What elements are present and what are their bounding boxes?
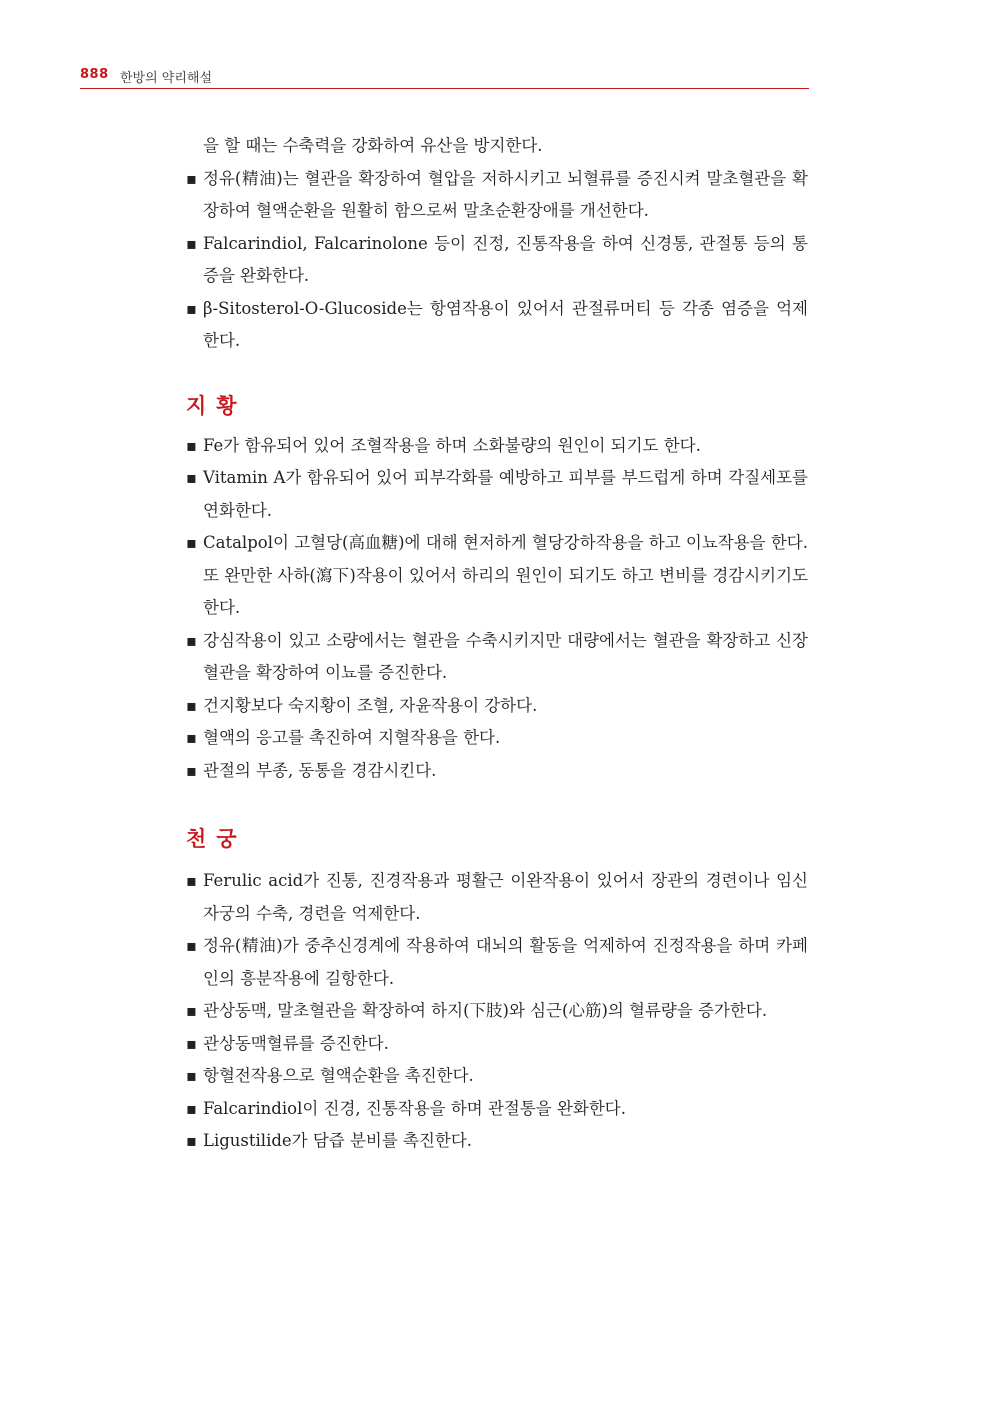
- bullet-item: [186, 930, 808, 995]
- bullet-text: 건지황보다 숙지황이 조혈, 자윤작용이 강하다.: [203, 695, 538, 715]
- bullet-marker: ▪: [186, 1066, 197, 1085]
- bullet-marker: ▪: [186, 1001, 197, 1020]
- bullet-marker: ▪: [186, 871, 197, 890]
- bullet-item: [186, 293, 808, 358]
- bullet-text: Falcarindiol이 진경, 진통작용을 하며 관절통을 완화한다.: [203, 1098, 626, 1118]
- page-body: [186, 130, 808, 1158]
- bullet-text: β-Sitosterol-O-Glucoside는 항염작용이 있어서 관절류머티 등 각종 염증을 억제한다.: [203, 298, 808, 350]
- bullet-item: [186, 995, 808, 1028]
- bullet-item: [186, 462, 808, 527]
- page-number: 888: [80, 67, 109, 82]
- bullet-item: [186, 1028, 808, 1061]
- bullet-text: Fe가 함유되어 있어 조혈작용을 하며 소화불량의 원인이 되기도 한다.: [203, 435, 701, 455]
- bullet-marker: ▪: [186, 298, 197, 318]
- bullet-marker: ▪: [186, 695, 197, 715]
- bullet-marker: ▪: [186, 468, 197, 487]
- bullet-text: 관상동맥, 말초혈관을 확장하여 하지(下肢)와 심근(心筋)의 혈류량을 증가한다.: [203, 1001, 768, 1020]
- section-heading-cheongung: 천궁: [186, 826, 247, 851]
- bullet-marker: ▪: [186, 728, 197, 747]
- bullet-text: 관절의 부종, 동통을 경감시킨다.: [203, 760, 437, 780]
- bullet-item: [186, 865, 808, 930]
- bullet-marker: ▪: [186, 168, 197, 188]
- bullet-item: [186, 690, 808, 723]
- bullet-marker: ▪: [186, 435, 197, 455]
- bullet-marker: ▪: [186, 1033, 197, 1053]
- bullet-item: [186, 228, 808, 293]
- bullet-marker: ▪: [186, 1098, 197, 1118]
- bullet-item: [186, 163, 808, 228]
- bullet-text: 강심작용이 있고 소량에서는 혈관을 수축시키지만 대량에서는 혈관을 확장하고 신장혈관을 확장하여 이뇨를 증진한다.: [203, 630, 808, 682]
- bullet-item: [186, 527, 808, 625]
- bullet-text: Catalpol이 고혈당(高血糖)에 대해 현저하게 혈당강하작용을 하고 이뇨작용을 한다. 또 완만한 사하(瀉下)작용이 있어서 하리의 원인이 되기도 하고 변비를 경감시키기도 한다.: [203, 533, 808, 617]
- bullet-text: 정유(精油)는 혈관을 확장하여 혈압을 저하시키고 뇌혈류를 증진시켜 말초혈관을 확장하여 혈액순환을 원활히 함으로써 말초순환장애를 개선한다.: [203, 168, 808, 220]
- bullet-text: Vitamin A가 함유되어 있어 피부각화를 예방하고 피부를 부드럽게 하며 각질세포를 연화한다.: [203, 468, 808, 520]
- bullet-text: 혈액의 응고를 촉진하여 지혈작용을 한다.: [203, 728, 501, 747]
- bullet-marker: ▪: [186, 760, 197, 780]
- section-heading-jihwang: 지황: [186, 392, 247, 418]
- bullet-item: [186, 1060, 808, 1093]
- bullet-item: [186, 625, 808, 690]
- bullet-marker: ▪: [186, 936, 197, 955]
- bullet-item: [186, 722, 808, 755]
- bullet-text: 정유(精油)가 중추신경계에 작용하여 대뇌의 활동을 억제하여 진정작용을 하며 카페인의 흥분작용에 길항한다.: [203, 936, 808, 988]
- continued-paragraph: 을 할 때는 수축력을 강화하여 유산을 방지한다.: [203, 136, 543, 155]
- page-header: [80, 64, 809, 89]
- bullet-marker: ▪: [186, 630, 197, 650]
- bullet-item: [186, 430, 808, 463]
- bullet-item: [186, 1125, 808, 1158]
- bullet-marker: ▪: [186, 533, 197, 552]
- bullet-marker: ▪: [186, 1131, 197, 1150]
- bullet-item: [186, 755, 808, 788]
- running-title: 한방의 약리해설: [120, 71, 213, 86]
- bullet-text: Ferulic acid가 진통, 진경작용과 평활근 이완작용이 있어서 장관의 경련이나 임신자궁의 수축, 경련을 억제한다.: [203, 871, 808, 923]
- bullet-marker: ▪: [186, 233, 197, 253]
- bullet-text: 관상동맥혈류를 증진한다.: [203, 1033, 389, 1053]
- bullet-item: [186, 1093, 808, 1126]
- bullet-text: Falcarindiol, Falcarinolone 등이 진정, 진통작용을 하여 신경통, 관절통 등의 통증을 완화한다.: [203, 233, 808, 285]
- bullet-text: 항혈전작용으로 혈액순환을 촉진한다.: [203, 1066, 474, 1085]
- bullet-text: Ligustilide가 담즙 분비를 촉진한다.: [203, 1131, 473, 1150]
